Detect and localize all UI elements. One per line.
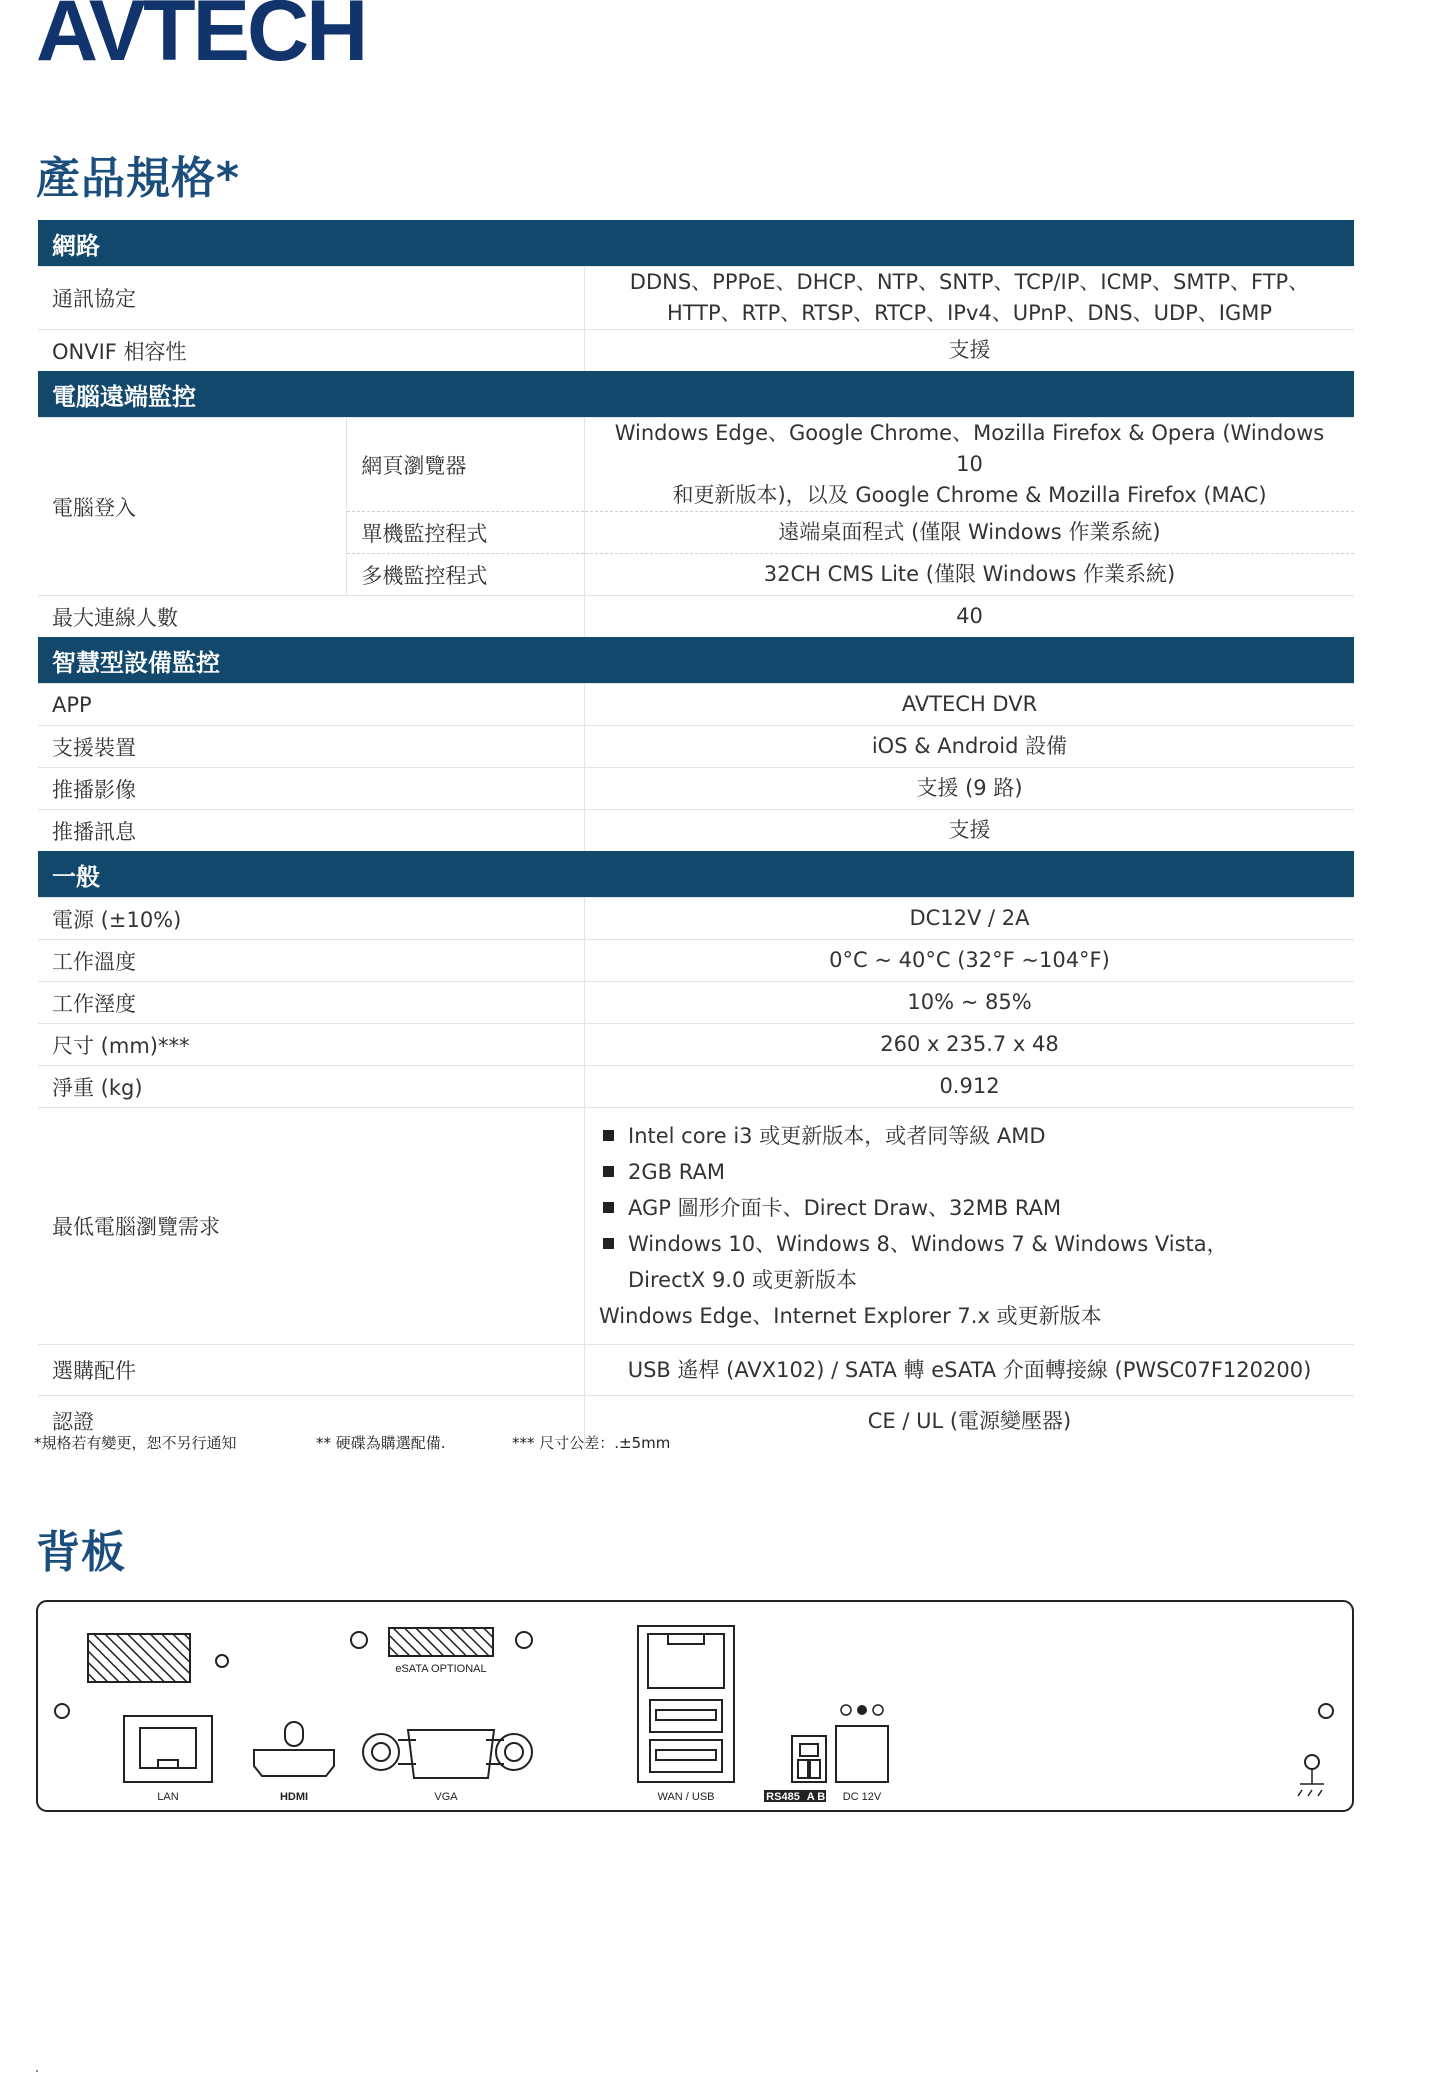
cert-value: CE / UL (電源變壓器) xyxy=(585,1396,1355,1447)
esata-label: eSATA OPTIONAL xyxy=(395,1663,487,1675)
browser-value: Windows Edge、Google Chrome、Mozilla Firefox & Opera (Windows 10 和更新版本)，以及 Google Chrome & Mozilla Firefox (MAC) xyxy=(585,418,1355,512)
app-value: AVTECH DVR xyxy=(585,684,1355,726)
weight-label: 淨重 (kg) xyxy=(38,1066,585,1108)
humidity-label: 工作溼度 xyxy=(38,982,585,1024)
onvif-label: ONVIF 相容性 xyxy=(38,330,585,372)
req-item: Intel core i3 或更新版本，或者同等級 AMD xyxy=(599,1118,1340,1154)
weight-value: 0.912 xyxy=(585,1066,1355,1108)
push-video-label: 推播影像 xyxy=(38,768,585,810)
rs485-label: RS485 xyxy=(766,1791,800,1803)
push-msg-label: 推播訊息 xyxy=(38,810,585,852)
max-label: 最大連線人數 xyxy=(38,596,585,638)
max-value: 40 xyxy=(585,596,1355,638)
browser-label: 網頁瀏覽器 xyxy=(347,418,585,512)
size-value: 260 x 235.7 x 48 xyxy=(585,1024,1355,1066)
req-item: AGP 圖形介面卡、Direct Draw、32MB RAM xyxy=(599,1190,1340,1226)
multi-value: 32CH CMS Lite (僅限 Windows 作業系統) xyxy=(585,554,1355,596)
req-item: Windows Edge、Internet Explorer 7.x 或更新版本 xyxy=(599,1304,1102,1328)
temp-value: 0°C ~ 40°C (32°F ~104°F) xyxy=(585,940,1355,982)
back-panel-title: 背板 xyxy=(36,1527,126,1578)
acc-label: 選購配件 xyxy=(38,1345,585,1396)
humidity-value: 10% ~ 85% xyxy=(585,982,1355,1024)
hdmi-label: HDMI xyxy=(279,1791,309,1803)
single-value: 遠端桌面程式 (僅限 Windows 作業系統) xyxy=(585,512,1355,554)
avtech-logo: AVTECH xyxy=(36,0,366,79)
bullet-icon xyxy=(603,1166,614,1177)
single-label: 單機監控程式 xyxy=(347,512,585,554)
protocol-value: DDNS、PPPoE、DHCP、NTP、SNTP、TCP/IP、ICMP、SMTP、FTP、 HTTP、RTP、RTSP、RTCP、IPv4、UPnP、DNS、UDP、IGMP xyxy=(585,267,1355,330)
esata-port xyxy=(389,1628,493,1656)
section-general: 一般 xyxy=(38,851,1354,898)
footnote-1: *規格若有變更，恕不另行通知 xyxy=(34,1434,237,1452)
req-item: 2GB RAM xyxy=(599,1154,1340,1190)
cert-label: 認證 xyxy=(38,1396,585,1447)
req-value xyxy=(585,1108,1355,1345)
bullet-icon xyxy=(603,1130,614,1141)
spec-title: 產品規格* xyxy=(36,153,241,204)
acc-value: USB 遙桿 (AVX102) / SATA 轉 eSATA 介面轉接線 (PWSC07F120200) xyxy=(585,1345,1355,1396)
wan-usb-label: WAN / USB xyxy=(657,1791,715,1803)
device-label: 支援裝置 xyxy=(38,726,585,768)
vent-hatch xyxy=(88,1634,190,1682)
temp-label: 工作溫度 xyxy=(38,940,585,982)
vga-label: VGA xyxy=(434,1791,458,1803)
req-label: 最低電腦瀏覽需求 xyxy=(38,1108,585,1345)
page-mark xyxy=(36,2070,38,2072)
panel-outline xyxy=(37,1601,1353,1811)
rear-panel-diagram xyxy=(36,1600,1354,1812)
bullet-icon xyxy=(603,1202,614,1213)
login-label: 電腦登入 xyxy=(38,418,347,596)
power-label: 電源 (±10%) xyxy=(38,898,585,940)
bullet-icon xyxy=(603,1238,614,1249)
req-item: Windows 10、Windows 8、Windows 7 & Windows Vista， xyxy=(599,1226,1340,1262)
app-label: APP xyxy=(38,684,585,726)
dc-label: DC 12V xyxy=(842,1791,882,1803)
section-network: 網路 xyxy=(38,220,1354,267)
lan-label: LAN xyxy=(157,1791,179,1803)
req-item: DirectX 9.0 或更新版本 xyxy=(628,1268,858,1292)
footnote-2: ** 硬碟為購選配備. xyxy=(316,1434,446,1452)
power-value: DC12V / 2A xyxy=(585,898,1355,940)
footnote-3: *** 尺寸公差：.±5mm xyxy=(512,1434,671,1452)
multi-label: 多機監控程式 xyxy=(347,554,585,596)
device-value: iOS & Android 設備 xyxy=(585,726,1355,768)
size-label: 尺寸 (mm)*** xyxy=(38,1024,585,1066)
onvif-value: 支援 xyxy=(585,330,1355,372)
push-msg-value: 支援 xyxy=(585,810,1355,852)
rs485-ab-label: A B xyxy=(806,1791,826,1803)
section-smart: 智慧型設備監控 xyxy=(38,637,1354,684)
section-pc: 電腦遠端監控 xyxy=(38,371,1354,418)
push-video-value: 支援 (9 路) xyxy=(585,768,1355,810)
protocol-label: 通訊協定 xyxy=(38,267,585,330)
spec-table xyxy=(38,220,1354,1446)
